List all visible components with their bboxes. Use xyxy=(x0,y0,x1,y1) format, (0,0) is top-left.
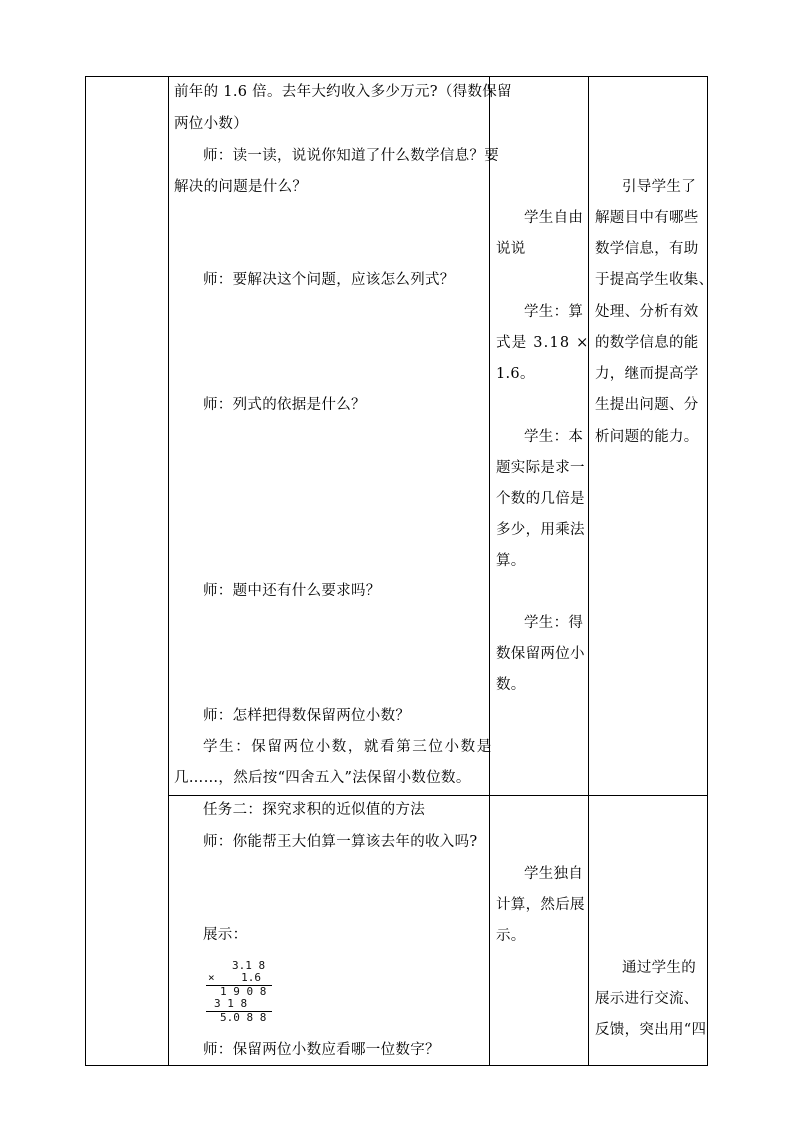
student-answer-line-1: 学生：保留两位小数，就看第三位小数是 xyxy=(203,739,493,755)
teacher-question-1-line-2: 解决的问题是什么？ xyxy=(174,179,308,195)
student-activity-d-line-3: 数。 xyxy=(496,677,526,693)
design-intent-line-2: 解题目中有哪些 xyxy=(595,210,699,226)
calc-row-partial-1: 1 9 0 8 xyxy=(220,985,267,998)
task-two-heading: 任务二：探究求积的近似值的方法 xyxy=(203,802,425,818)
student-activity-d-line-1: 学生：得 xyxy=(524,615,584,631)
design-intent-line-3: 数学信息，有助 xyxy=(595,241,699,257)
calc-row-partial-2: 3 1 8 xyxy=(214,997,248,1010)
student-answer-line-2: 几……，然后按“四舍五入”法保留小数位数。 xyxy=(174,770,471,786)
student-activity-b-line-2: 式是 3.18 × xyxy=(496,335,590,351)
design-intent-line-9: 析问题的能力。 xyxy=(595,429,699,445)
show-label: 展示： xyxy=(203,927,248,943)
design-intent-line-5: 处理、分析有效 xyxy=(595,304,699,320)
teacher-question-6: 师：你能帮王大伯算一算该去年的收入吗? xyxy=(203,834,478,850)
student-activity-e-line-1: 学生独自 xyxy=(524,866,584,882)
teacher-question-2: 师：要解决这个问题，应该怎么列式？ xyxy=(203,272,455,288)
table-top-border xyxy=(85,76,708,77)
student-activity-c-line-4: 多少，用乘法 xyxy=(496,522,585,538)
teacher-question-3: 师：列式的依据是什么？ xyxy=(203,397,366,413)
student-activity-d-line-2: 数保留两位小 xyxy=(496,646,585,662)
calc-row-multiplier: × 1.6 xyxy=(208,971,261,984)
design-intent-line-6: 的数学信息的能 xyxy=(595,335,699,351)
design-intent-2-line-3: 反馈，突出用“四 xyxy=(595,1022,707,1038)
student-activity-e-line-2: 计算，然后展 xyxy=(496,897,585,913)
teacher-question-4: 师：题中还有什么要求吗？ xyxy=(203,583,381,599)
design-intent-2-line-2: 展示进行交流、 xyxy=(595,991,699,1007)
design-intent-line-4: 于提高学生收集、 xyxy=(595,272,714,288)
row-divider xyxy=(168,795,708,796)
student-activity-a-line-1: 学生自由 xyxy=(524,210,584,226)
teacher-question-1-line-1: 师：读一读，说说你知道了什么数学信息？要 xyxy=(203,148,499,164)
teacher-question-5: 师：怎样把得数保留两位小数？ xyxy=(203,708,411,724)
student-activity-c-line-1: 学生：本 xyxy=(524,429,584,445)
calc-row-multiplicand: 3.1 8 xyxy=(232,959,266,972)
table-right-border xyxy=(707,76,708,1066)
table-bottom-border xyxy=(85,1065,708,1066)
column-divider-1 xyxy=(168,76,169,1066)
design-intent-line-7: 力，继而提高学 xyxy=(595,366,699,382)
column-divider-3 xyxy=(588,76,589,1066)
calc-row-product: 5.0 8 8 xyxy=(220,1011,267,1024)
column-divider-2 xyxy=(489,76,490,1066)
student-activity-e-line-3: 示。 xyxy=(496,928,526,944)
design-intent-2-line-1: 通过学生的 xyxy=(622,960,696,976)
table-left-border xyxy=(85,76,86,1066)
design-intent-line-8: 生提出问题、分 xyxy=(595,397,699,413)
student-activity-a-line-2: 说说 xyxy=(496,241,526,257)
student-activity-b-line-3: 1.6。 xyxy=(496,366,535,382)
student-activity-c-line-5: 算。 xyxy=(496,553,526,569)
design-intent-line-1: 引导学生了 xyxy=(622,179,696,195)
teacher-question-7: 师：保留两位小数应看哪一位数字？ xyxy=(203,1042,440,1058)
student-activity-b-line-1: 学生：算 xyxy=(524,304,584,320)
student-activity-c-line-3: 个数的几倍是 xyxy=(496,491,585,507)
problem-text-line-2: 两位小数） xyxy=(174,116,248,132)
student-activity-c-line-2: 题实际是求一 xyxy=(496,460,585,476)
problem-text-line-1: 前年的 1.6 倍。去年大约收入多少万元?（得数保留 xyxy=(174,84,512,100)
